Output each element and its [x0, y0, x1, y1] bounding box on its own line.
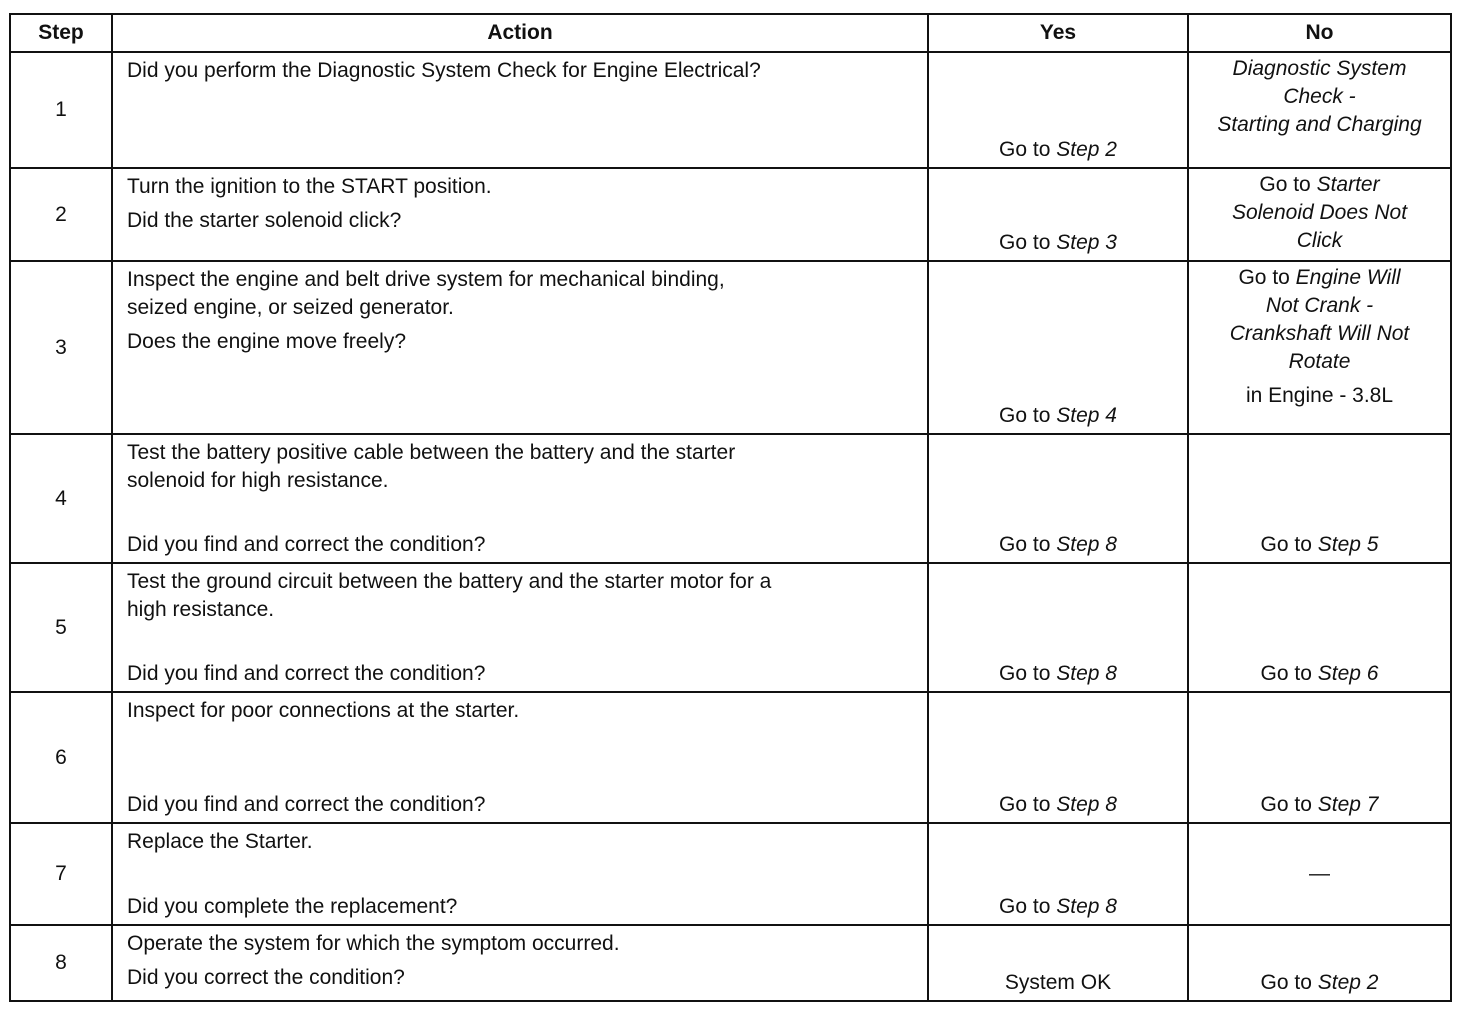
yes-prefix: Go to — [999, 662, 1057, 685]
table-row — [10, 925, 1451, 1001]
no-cell — [1188, 261, 1451, 434]
step-number: 1 — [10, 52, 112, 168]
action-cell — [112, 692, 928, 823]
no-ref-line: Crankshaft Will Not — [1229, 322, 1410, 345]
action-cell — [112, 925, 928, 1001]
no-prefix: Go to — [1238, 266, 1296, 289]
no-step-ref: Step 7 — [1317, 793, 1379, 816]
yes-step-ref: Step 8 — [1056, 662, 1117, 685]
action-cell — [112, 823, 928, 925]
table-row — [10, 52, 1451, 168]
action-text: Inspect for poor connections at the starter. — [127, 699, 520, 722]
no-ref-line: Not Crank - — [1265, 294, 1374, 317]
yes-cell — [928, 563, 1188, 692]
no-prefix: Go to — [1260, 662, 1318, 685]
no-prefix: Go to — [1260, 533, 1318, 556]
table-row — [10, 261, 1451, 434]
yes-cell — [928, 925, 1188, 1001]
action-question: Did you complete the replacement? — [127, 895, 458, 918]
header-step: Step — [10, 14, 112, 52]
no-ref-line: Engine Will — [1295, 266, 1401, 289]
step-number: 6 — [10, 692, 112, 823]
no-cell — [1188, 925, 1451, 1001]
action-cell — [112, 52, 928, 168]
no-ref-line: Solenoid Does Not — [1231, 201, 1408, 224]
no-prefix: Go to — [1260, 971, 1318, 994]
no-cell — [1188, 168, 1451, 261]
no-ref-line: Click — [1296, 229, 1343, 252]
yes-cell — [928, 823, 1188, 925]
yes-step-ref: Step 3 — [1056, 231, 1117, 254]
action-question: Did you correct the condition? — [127, 966, 405, 989]
diagnostic-table — [9, 13, 1452, 1002]
step-number: 5 — [10, 563, 112, 692]
action-question: Does the engine move freely? — [127, 330, 406, 353]
table-row — [10, 434, 1451, 563]
step-number: 7 — [10, 823, 112, 925]
no-ref-line: Diagnostic System — [1232, 57, 1407, 80]
yes-step-ref: Step 2 — [1056, 138, 1117, 161]
action-question: Did you find and correct the condition? — [127, 662, 486, 685]
yes-prefix: Go to — [999, 793, 1057, 816]
action-question: Did you find and correct the condition? — [127, 793, 486, 816]
yes-result: System OK — [1004, 971, 1112, 994]
action-cell — [112, 563, 928, 692]
yes-cell — [928, 168, 1188, 261]
no-step-ref: Step 5 — [1317, 533, 1379, 556]
yes-step-ref: Step 8 — [1056, 533, 1117, 556]
action-text: Test the ground circuit between the battery and the starter motor for a — [127, 570, 772, 593]
no-ref-suffix: in Engine - 3.8L — [1245, 384, 1394, 407]
header-yes: Yes — [928, 14, 1188, 52]
header-action: Action — [112, 14, 928, 52]
no-step-ref: Step 2 — [1317, 971, 1379, 994]
action-text: Inspect the engine and belt drive system for mechanical binding, — [127, 268, 725, 291]
yes-step-ref: Step 4 — [1056, 404, 1117, 427]
action-question: Did the starter solenoid click? — [127, 209, 402, 232]
header-row — [10, 14, 1451, 52]
no-ref-line: Starting and Charging — [1217, 113, 1422, 136]
no-ref-line: Check - — [1283, 85, 1356, 108]
table-row — [10, 823, 1451, 925]
no-cell — [1188, 434, 1451, 563]
no-cell — [1188, 692, 1451, 823]
yes-step-ref: Step 8 — [1056, 793, 1117, 816]
table-row — [10, 168, 1451, 261]
no-cell — [1188, 563, 1451, 692]
no-prefix: Go to — [1259, 173, 1317, 196]
header-no: No — [1188, 14, 1451, 52]
action-cell — [112, 261, 928, 434]
yes-prefix: Go to — [999, 404, 1057, 427]
step-number: 8 — [10, 925, 112, 1001]
action-cell — [112, 168, 928, 261]
action-text: high resistance. — [127, 598, 275, 621]
action-text: Turn the ignition to the START position. — [127, 175, 492, 198]
no-cell — [1188, 52, 1451, 168]
action-text: Test the battery positive cable between the battery and the starter — [127, 441, 736, 464]
yes-cell — [928, 692, 1188, 823]
step-number: 2 — [10, 168, 112, 261]
no-dash: — — [1309, 861, 1330, 885]
table-row — [10, 563, 1451, 692]
table-row — [10, 692, 1451, 823]
no-step-ref: Step 6 — [1317, 662, 1379, 685]
yes-step-ref: Step 8 — [1056, 895, 1117, 918]
action-question: Did you find and correct the condition? — [127, 533, 486, 556]
no-ref-line: Rotate — [1288, 350, 1351, 373]
yes-prefix: Go to — [999, 138, 1057, 161]
no-ref-line: Starter — [1316, 173, 1380, 196]
action-text: Replace the Starter. — [127, 830, 313, 853]
action-text: solenoid for high resistance. — [127, 469, 389, 492]
no-prefix: Go to — [1260, 793, 1318, 816]
yes-prefix: Go to — [999, 231, 1057, 254]
action-text: Did you perform the Diagnostic System Check for Engine Electrical? — [127, 59, 761, 82]
yes-cell — [928, 52, 1188, 168]
step-number: 3 — [10, 261, 112, 434]
yes-prefix: Go to — [999, 895, 1057, 918]
action-cell — [112, 434, 928, 563]
yes-prefix: Go to — [999, 533, 1057, 556]
yes-cell — [928, 261, 1188, 434]
no-cell — [1188, 823, 1451, 925]
yes-cell — [928, 434, 1188, 563]
action-text: seized engine, or seized generator. — [127, 296, 454, 319]
step-number: 4 — [10, 434, 112, 563]
action-text: Operate the system for which the symptom occurred. — [127, 932, 620, 955]
